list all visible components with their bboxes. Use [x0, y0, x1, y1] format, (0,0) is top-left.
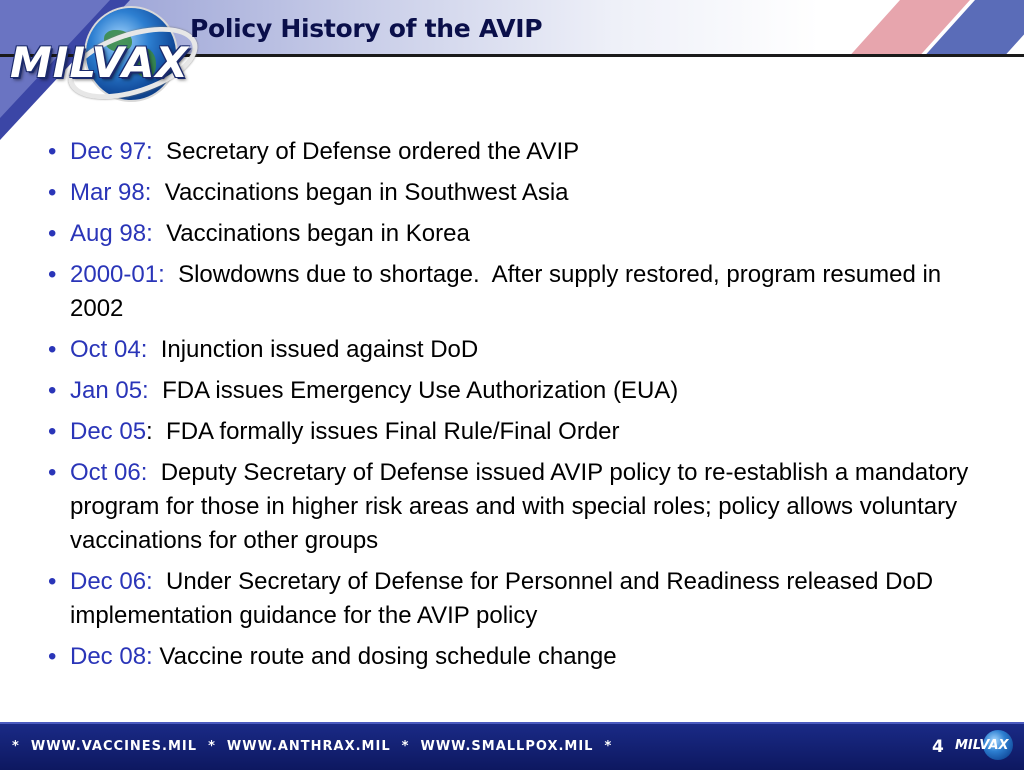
page-number: 4: [932, 737, 944, 757]
bullet-item: [48, 374, 983, 408]
bullet-item: [48, 565, 983, 633]
bullet-dot-icon: •: [48, 418, 57, 445]
bullet-date: Dec 08:: [70, 643, 153, 670]
bullet-date: Dec 05: [70, 418, 147, 445]
bullet-text: Secretary of Defense ordered the AVIP: [152, 138, 580, 165]
bullet-item: [48, 415, 983, 449]
bullet-text: Deputy Secretary of Defense issued AVIP policy to re-establish a mandatory program for those in higher risk areas and with special roles; policy allows voluntary vaccinations for other groups: [70, 459, 975, 554]
bullet-text: FDA issues Emergency Use Authorization (EUA): [148, 377, 679, 404]
bullet-dot-icon: •: [48, 336, 57, 363]
footer-links: * WWW.VACCINES.MIL * WWW.ANTHRAX.MIL * WWW.SMALLPOX.MIL *: [12, 739, 613, 754]
bullet-date: 2000-01:: [70, 261, 165, 288]
bullet-date: Oct 04:: [70, 336, 148, 363]
bullet-dot-icon: •: [48, 138, 57, 165]
milvax-logo: [6, 4, 189, 114]
footer-logo-text: MILVAX: [955, 738, 1009, 753]
bullet-dot-icon: •: [48, 261, 57, 288]
bullet-text: Vaccine route and dosing schedule change: [152, 643, 617, 670]
bullet-date: Dec 97:: [70, 138, 153, 165]
logo-text: MILVAX: [10, 38, 189, 87]
bullet-text: Injunction issued against DoD: [147, 336, 479, 363]
slide-content: [48, 135, 983, 681]
bullet-text: Vaccinations began in Korea: [152, 220, 470, 247]
bullet-date: Aug 98:: [70, 220, 153, 247]
bullet-dot-icon: •: [48, 377, 57, 404]
bullet-text: Vaccinations began in Southwest Asia: [151, 179, 569, 206]
bullet-date: Oct 06:: [70, 459, 148, 486]
page-title: Policy History of the AVIP: [190, 14, 543, 43]
bullet-dot-icon: •: [48, 459, 57, 486]
bullet-dot-icon: •: [48, 179, 57, 206]
bullet-item: [48, 217, 983, 251]
footer-bar: [0, 722, 1024, 770]
bullet-text: : FDA formally issues Final Rule/Final Order: [146, 418, 620, 445]
bullet-dot-icon: •: [48, 643, 57, 670]
bullet-item: [48, 640, 983, 674]
footer-logo: [955, 730, 1015, 764]
bullet-date: Mar 98:: [70, 179, 152, 206]
bullet-item: [48, 456, 983, 558]
bullet-dot-icon: •: [48, 568, 57, 595]
bullet-text: Slowdowns due to shortage. After supply restored, program resumed in 2002: [70, 261, 948, 322]
bullet-item: [48, 176, 983, 210]
bullet-list: [48, 135, 983, 674]
bullet-date: Jan 05:: [70, 377, 149, 404]
bullet-item: [48, 258, 983, 326]
bullet-item: [48, 333, 983, 367]
bullet-text: Under Secretary of Defense for Personnel and Readiness released DoD implementation guidance for the AVIP policy: [70, 568, 940, 629]
bullet-date: Dec 06:: [70, 568, 153, 595]
bullet-item: [48, 135, 983, 169]
bullet-dot-icon: •: [48, 220, 57, 247]
